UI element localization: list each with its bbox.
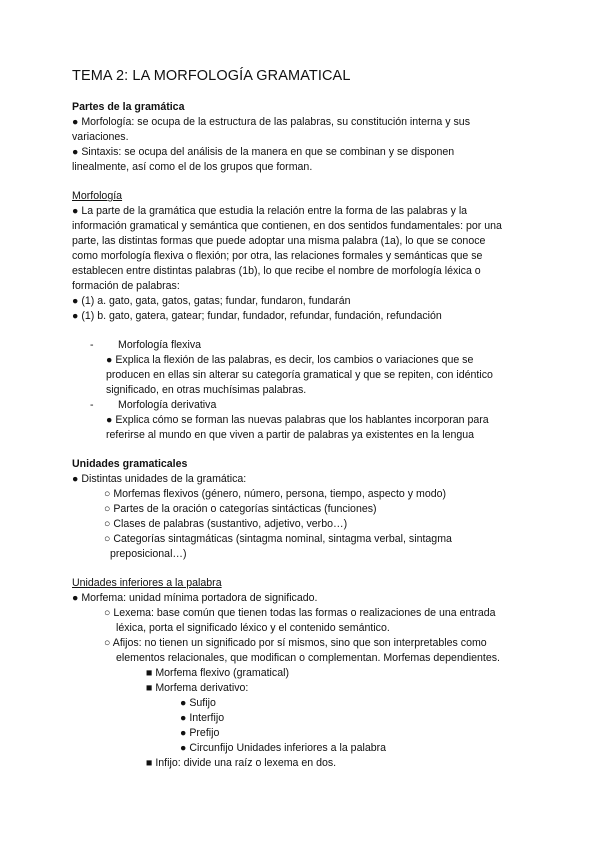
morfologia-paragraph-line: establecen entre distintas palabras (1b), lo que recibe el nombre de morfología léxica o	[72, 265, 481, 277]
morfologia-paragraph-line: información gramatical y semántica que contienen, en dos sentidos fundamentales: por una	[72, 220, 502, 232]
morfologia-paragraph-line: como morfología flexiva o flexión; por otra, las relaciones formales y semánticas que se	[72, 250, 483, 262]
unidades-item: ○ Partes de la oración o categorías sintácticas (funciones)	[104, 503, 377, 515]
interfijo-item: ● Interfijo	[180, 712, 225, 724]
derivativa-text-line: referirse al mundo en que viven a partir de palabras ya existentes en la lengua	[106, 429, 475, 441]
morfema-derivativo-item: ■ Morfema derivativo:	[146, 682, 249, 694]
afijos-line2: elementos relacionales, que modifican o complementan. Morfemas dependientes.	[116, 652, 500, 664]
derivativa-title: Morfología derivativa	[118, 399, 217, 411]
unidades-item-continuation: preposicional…)	[110, 548, 187, 560]
infijo-item: ■ Infijo: divide una raíz o lexema en dos.	[146, 757, 337, 769]
circunfijo-item: ● Circunfijo Unidades inferiores a la palabra	[180, 742, 387, 754]
prefijo-item: ● Prefijo	[180, 727, 220, 739]
lexema-line2: léxica, porta el significado léxico y el contenido semántico.	[116, 622, 390, 634]
unidades-item: ○ Clases de palabras (sustantivo, adjetivo, verbo…)	[104, 518, 348, 530]
section-heading-partes: Partes de la gramática	[72, 101, 185, 113]
morfologia-paragraph-line: formación de palabras:	[72, 280, 180, 292]
dash-marker: -	[90, 339, 94, 351]
section-heading-unidades: Unidades gramaticales	[72, 458, 188, 470]
example-1a: ● (1) a. gato, gata, gatos, gatas; fundar, fundaron, fundarán	[72, 295, 351, 307]
morfologia-definition-line1: ● Morfología: se ocupa de la estructura de las palabras, su constitución interna y sus	[72, 116, 470, 128]
afijos-line1: ○ Afijos: no tienen un significado por sí mismos, sino que son interpretables como	[104, 637, 487, 649]
page-title: TEMA 2: LA MORFOLOGÍA GRAMATICAL	[72, 68, 351, 84]
flexiva-title: Morfología flexiva	[118, 339, 202, 351]
lexema-line1: ○ Lexema: base común que tienen todas las formas o realizaciones de una entrada	[104, 607, 496, 619]
derivativa-text-line: ● Explica cómo se forman las nuevas palabras que los hablantes incorporan para	[106, 414, 489, 426]
morfema-flexivo-item: ■ Morfema flexivo (gramatical)	[146, 667, 289, 679]
morfema-definition: ● Morfema: unidad mínima portadora de significado.	[72, 592, 318, 604]
sintaxis-definition-line1: ● Sintaxis: se ocupa del análisis de la manera en que se combinan y se disponen	[72, 146, 455, 158]
morfologia-paragraph-line: ● La parte de la gramática que estudia la relación entre la forma de las palabras y la	[72, 205, 468, 217]
flexiva-text-line: ● Explica la flexión de las palabras, es decir, los cambios o variaciones que se	[106, 354, 474, 366]
section-heading-morfologia: Morfología	[72, 190, 123, 202]
list-item-morfologia-flexiva	[72, 338, 532, 353]
morfologia-definition-line2: variaciones.	[72, 131, 129, 143]
dash-marker: -	[90, 399, 94, 411]
example-1b: ● (1) b. gato, gatera, gatear; fundar, fundador, refundar, fundación, refundación	[72, 310, 442, 322]
unidades-item: ○ Morfemas flexivos (género, número, persona, tiempo, aspecto y modo)	[104, 488, 447, 500]
unidades-intro: ● Distintas unidades de la gramática:	[72, 473, 247, 485]
morfologia-paragraph-line: parte, las distintas formas que puede adoptar una misma palabra (1a), lo que se conoce	[72, 235, 486, 247]
sintaxis-definition-line2: linealmente, así como el de los grupos que forman.	[72, 161, 313, 173]
sufijo-item: ● Sufijo	[180, 697, 216, 709]
unidades-item: ○ Categorías sintagmáticas (sintagma nominal, sintagma verbal, sintagma	[104, 533, 452, 545]
list-item-morfologia-derivativa	[72, 398, 532, 413]
document-content	[72, 66, 532, 771]
section-heading-inferiores: Unidades inferiores a la palabra	[72, 577, 222, 589]
flexiva-text-line: producen en ellas sin alterar su categoría gramatical y que se repiten, con idéntico	[106, 369, 493, 381]
flexiva-text-line: significado, en otras muchísimas palabras.	[106, 384, 307, 396]
